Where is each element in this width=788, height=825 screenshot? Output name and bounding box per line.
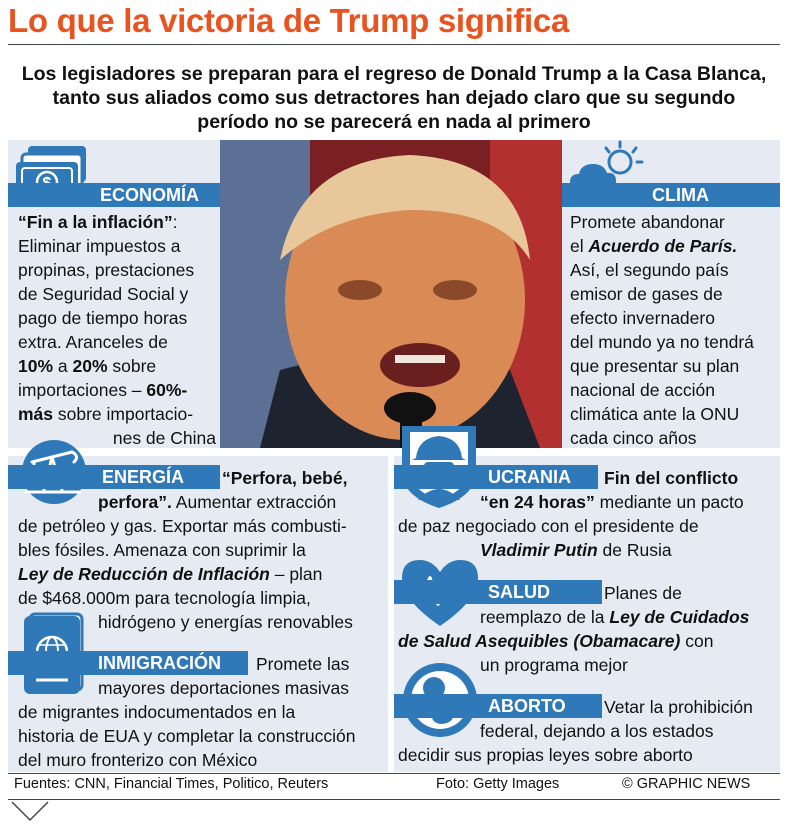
inmigracion-l1: Promete las xyxy=(256,654,350,674)
aborto-label: ABORTO xyxy=(488,696,566,716)
footer-sources: Fuentes: CNN, Financial Times, Politico, Reuters xyxy=(14,776,329,792)
chevron-down-icon xyxy=(10,800,50,824)
clima-line: del mundo ya no tendrá xyxy=(570,332,754,352)
inmigracion-line: del muro fronterizo con México xyxy=(18,750,258,770)
energia-t1: Aumentar extracción xyxy=(171,492,337,512)
clima-line: emisor de gases de xyxy=(570,284,723,304)
economia-p10: 10% xyxy=(18,356,54,376)
salud-obamacare: de Salud Asequibles (Obamacare) xyxy=(398,631,681,651)
salud-l3b: con xyxy=(680,631,714,651)
clima-label: CLIMA xyxy=(652,185,709,205)
economia-a: a xyxy=(53,356,73,376)
aborto-l2: federal, dejando a los estados xyxy=(480,721,714,741)
ucrania-text xyxy=(398,466,778,562)
salud-l1: Planes de xyxy=(604,583,682,603)
inmigracion-label: INMIGRACIÓN xyxy=(98,653,221,673)
aborto-l3: decidir sus propias leyes sobre aborto xyxy=(398,745,693,765)
economia-line: de Seguridad Social y xyxy=(18,284,189,304)
clima-line: cada cinco años xyxy=(570,428,697,448)
clima-text xyxy=(570,210,778,450)
subtitle: Los legisladores se preparan para el regreso de Donald Trump a la Casa Blanca, tanto sus aliados como sus detractores han dejado claro que su segundo período no se parecerá en nada al primero xyxy=(21,63,767,133)
economia-mas: más xyxy=(18,404,54,424)
clima-line: climática ante la ONU xyxy=(570,404,740,424)
footer-photo-credit: Foto: Getty Images xyxy=(436,776,560,792)
aborto-l1: Vetar la prohibición xyxy=(604,697,753,717)
energia-l6: hidrógeno y energías renovables xyxy=(98,612,353,632)
clima-line: efecto invernadero xyxy=(570,308,715,328)
energia-lead2: perfora”. xyxy=(98,492,172,512)
energia-l5: de $468.000m para tecnología limpia, xyxy=(18,588,311,608)
salud-law: Ley de Cuidados xyxy=(609,607,750,627)
ucrania-24h: “en 24 horas” xyxy=(480,492,595,512)
economia-imp: importaciones – xyxy=(18,380,147,400)
economia-line: propinas, prestaciones xyxy=(18,260,195,280)
ucrania-l4: de Rusia xyxy=(597,540,672,560)
economia-sobre: sobre xyxy=(107,356,157,376)
clima-line: Así, el segundo país xyxy=(570,260,729,280)
energia-l4: – plan xyxy=(269,564,323,584)
salud-l2a: reemplazo de la xyxy=(480,607,610,627)
inmigracion-line: historia de EUA y completar la construcción xyxy=(18,726,356,746)
energia-lead1: “Perfora, bebé, xyxy=(222,468,348,488)
economia-sobre2: sobre importacio- xyxy=(53,404,194,424)
ucrania-putin: Vladimir Putin xyxy=(480,540,598,560)
clima-line: que presentar su plan xyxy=(570,356,740,376)
energia-label: ENERGÍA xyxy=(102,467,185,487)
economia-china: nes de China xyxy=(112,428,216,448)
economia-line: extra. Aranceles de xyxy=(18,332,168,352)
ucrania-label: UCRANIA xyxy=(488,467,571,487)
economia-p60: 60%- xyxy=(146,380,188,400)
ucrania-l3: de paz negociado con el presidente de xyxy=(398,516,699,536)
economia-line: Eliminar impuestos a xyxy=(18,236,181,256)
inmigracion-line: de migrantes indocumentados en la xyxy=(18,702,296,722)
clima-line: nacional de acción xyxy=(570,380,715,400)
inmigracion-text xyxy=(18,652,384,772)
inmigracion-line: mayores deportaciones masivas xyxy=(98,678,349,698)
page-title: Lo que la victoria de Trump significa xyxy=(8,2,570,39)
economia-line: pago de tiempo horas xyxy=(18,308,188,328)
ucrania-l1: Fin del conflicto xyxy=(604,468,739,488)
salud-label: SALUD xyxy=(488,582,550,602)
economia-label: ECONOMÍA xyxy=(100,185,199,205)
ucrania-l2b: mediante un pacto xyxy=(594,492,744,512)
energia-law: Ley de Reducción de Inflación xyxy=(18,564,270,584)
economia-text: “Fin a la inflación”: Eliminar impuestos a propinas, prestaciones de Seguridad Social y pago de tiempo horas extra. Aranceles de 10% a 20% sobre importaciones – 60%- más sobre importacio- nes de China xyxy=(18,212,216,448)
clima-l2a: el xyxy=(570,236,589,256)
salud-l4: un programa mejor xyxy=(480,655,628,675)
energia-l3: bles fósiles. Amenaza con suprimir la xyxy=(18,540,306,560)
trump-portrait-illustration xyxy=(220,140,562,448)
footer-divider-top xyxy=(8,773,780,774)
economia-p20: 20% xyxy=(72,356,108,376)
aborto-text xyxy=(398,695,778,767)
energia-l2: de petróleo y gas. Exportar más combusti- xyxy=(18,516,347,536)
energia-text xyxy=(18,466,384,634)
title-divider xyxy=(8,44,780,45)
trump-photo xyxy=(220,140,562,448)
clima-line: Promete abandonar xyxy=(570,212,725,232)
economia-lead: “Fin a la inflación” xyxy=(18,212,173,232)
clima-paris: Acuerdo de París. xyxy=(588,236,738,256)
footer-copyright: © GRAPHIC NEWS xyxy=(622,776,751,792)
footer-divider-bottom xyxy=(8,799,780,800)
